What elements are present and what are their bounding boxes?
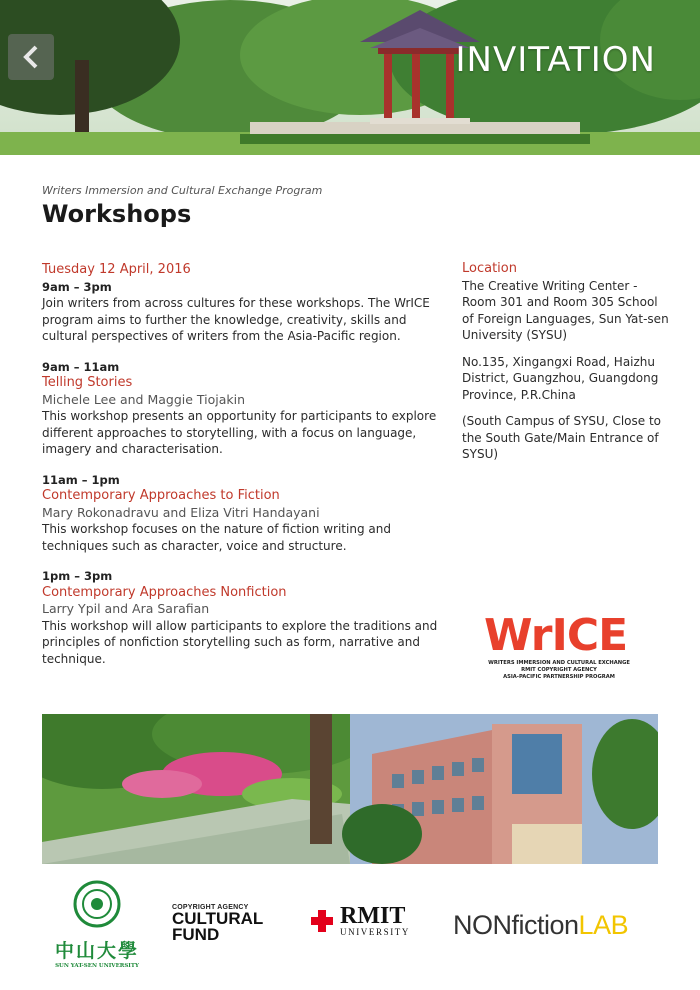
campus-photos bbox=[42, 714, 658, 864]
wrice-logo bbox=[484, 610, 634, 681]
wrice-subtitle-line: ASIA-PACIFIC PARTNERSHIP PROGRAM bbox=[503, 674, 615, 680]
wrice-subtitle bbox=[484, 660, 634, 681]
session-time: 11am – 1pm bbox=[42, 472, 120, 487]
event-date: Tuesday 12 April, 2016 bbox=[42, 262, 191, 277]
sysu-logo bbox=[52, 880, 142, 972]
invitation-title: INVITATION bbox=[455, 40, 656, 80]
sysu-emblem-icon bbox=[73, 880, 121, 928]
session-title: Contemporary Approaches to Fiction bbox=[42, 488, 280, 503]
caf-cultural-text: CULTURAL bbox=[172, 909, 264, 928]
session-title: Contemporary Approaches Nonfiction bbox=[42, 584, 287, 600]
intro-description: Join writers from across cultures for these workshops. The WrICE program aims to further the knowledge, creativity, skills and cultural perspectives of writers from the Asia-Pacific region. bbox=[42, 296, 430, 343]
location-venue: The Creative Writing Center - Room 301 and Room 305 School of Foreign Languages, Sun Yat-sen University (SYSU) bbox=[462, 278, 669, 342]
session-block bbox=[42, 359, 442, 458]
location-heading: Location bbox=[462, 261, 517, 276]
location-panel bbox=[462, 261, 672, 473]
sysu-chinese-name: 中山大學 bbox=[54, 940, 139, 962]
wrice-wordmark: WrICE bbox=[484, 610, 628, 661]
wrice-subtitle-line: RMIT COPYRIGHT AGENCY bbox=[521, 667, 597, 673]
intro-block bbox=[42, 262, 442, 345]
session-description: This workshop presents an opportunity for participants to explore different approaches to storytelling, with a focus on language, imagery and characterisation. bbox=[42, 409, 437, 456]
wrice-subtitle-line: WRITERS IMMERSION AND CULTURAL EXCHANGE bbox=[488, 660, 630, 666]
page-title: Workshops bbox=[42, 200, 192, 228]
caf-fund-text: FUND bbox=[172, 925, 220, 944]
session-presenters: Larry Ypil and Ara Sarafian bbox=[42, 601, 210, 616]
session-block bbox=[42, 568, 442, 667]
session-presenters: Michele Lee and Maggie Tiojakin bbox=[42, 391, 246, 407]
session-title: Telling Stories bbox=[42, 375, 133, 390]
campus-photo-strip bbox=[42, 714, 658, 864]
program-name: Writers Immersion and Cultural Exchange Program bbox=[42, 184, 323, 197]
rmit-university-text: UNIVERSITY bbox=[340, 927, 410, 937]
workshop-schedule bbox=[42, 262, 442, 681]
location-note: (South Campus of SYSU, Close to the South Gate/Main Entrance of SYSU) bbox=[462, 414, 661, 461]
rmit-name: RMIT bbox=[340, 903, 406, 929]
session-time: 9am – 11am bbox=[42, 359, 120, 374]
session-presenters: Mary Rokonadravu and Eliza Vitri Handayani bbox=[42, 504, 320, 520]
chevron-left-icon bbox=[20, 44, 42, 70]
nfl-fiction-text: fiction bbox=[511, 910, 579, 940]
header-banner-photo bbox=[0, 0, 700, 155]
session-description: This workshop focuses on the nature of fiction writing and techniques such as character, voice and structure. bbox=[42, 522, 391, 553]
session-description: This workshop will allow participants to explore the traditions and principles of nonfiction storytelling such as form, narrative and technique. bbox=[42, 618, 438, 666]
event-time: 9am – 3pm bbox=[42, 279, 112, 294]
rmit-logo bbox=[310, 905, 430, 937]
nfl-non-text: NON bbox=[453, 910, 512, 940]
location-address: No.135, Xingangxi Road, Haizhu District, Guangzhou, Guangdong Province, P.R.China bbox=[462, 354, 659, 402]
session-time: 1pm – 3pm bbox=[42, 569, 113, 583]
rmit-cross-icon bbox=[310, 909, 334, 933]
copyright-agency-cultural-fund-logo bbox=[172, 904, 282, 943]
caf-agency-text: COPYRIGHT AGENCY bbox=[172, 904, 249, 911]
session-block bbox=[42, 472, 442, 555]
sysu-english-name: SUN YAT-SEN UNIVERSITY bbox=[55, 963, 139, 969]
back-button[interactable] bbox=[8, 34, 54, 80]
nonfiction-lab-logo bbox=[453, 910, 628, 941]
nfl-lab-text: LAB bbox=[578, 910, 629, 940]
